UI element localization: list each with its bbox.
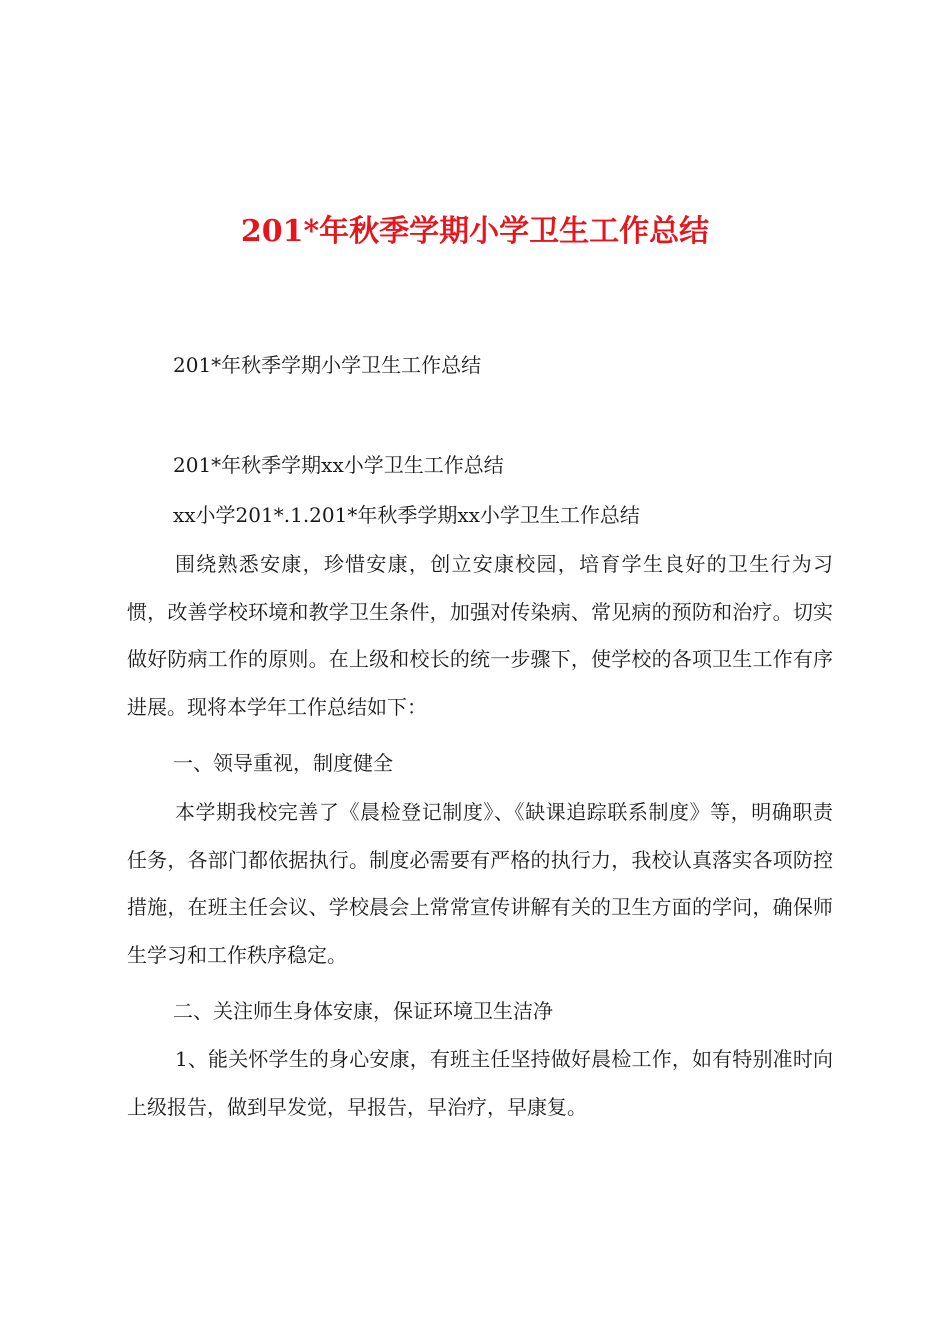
document-meta-line: xx小学201*.1.201*年秋季学期xx小学卫生工作总结 [173, 503, 640, 527]
section-2-heading: 二、关注师生身体安康，保证环境卫生洁净 [173, 999, 553, 1023]
section-2-paragraph: 1、能关怀学生的身心安康，有班主任坚持做好晨检工作，如有特别准时向上级报告，做到早发觉，早报告，早治疗，早康复。 [127, 1047, 833, 1119]
section-1-paragraph: 本学期我校完善了《晨检登记制度》、《缺课追踪联系制度》等，明确职责任务，各部门都依据执行。制度必需要有严格的执行力，我校认真落实各项防控措施，在班主任会议、学校晨会上常常宣传讲解有关的卫生方面的学问，确保师生学习和工作秩序稳定。 [127, 800, 833, 967]
document-title: 201*年秋季学期小学卫生工作总结 [240, 214, 710, 249]
document-subtitle: 201*年秋季学期小学卫生工作总结 [173, 353, 482, 377]
section-1-heading: 一、领导重视，制度健全 [173, 751, 393, 775]
intro-paragraph: 围绕熟悉安康，珍惜安康，创立安康校园，培育学生良好的卫生行为习惯，改善学校环境和教学卫生条件，加强对传染病、常见病的预防和治疗。切实做好防病工作的原则。在上级和校长的统一步骤下，使学校的各项卫生工作有序进展。现将本学年工作总结如下： [127, 552, 833, 719]
document-subtitle-school: 201*年秋季学期xx小学卫生工作总结 [173, 453, 504, 477]
